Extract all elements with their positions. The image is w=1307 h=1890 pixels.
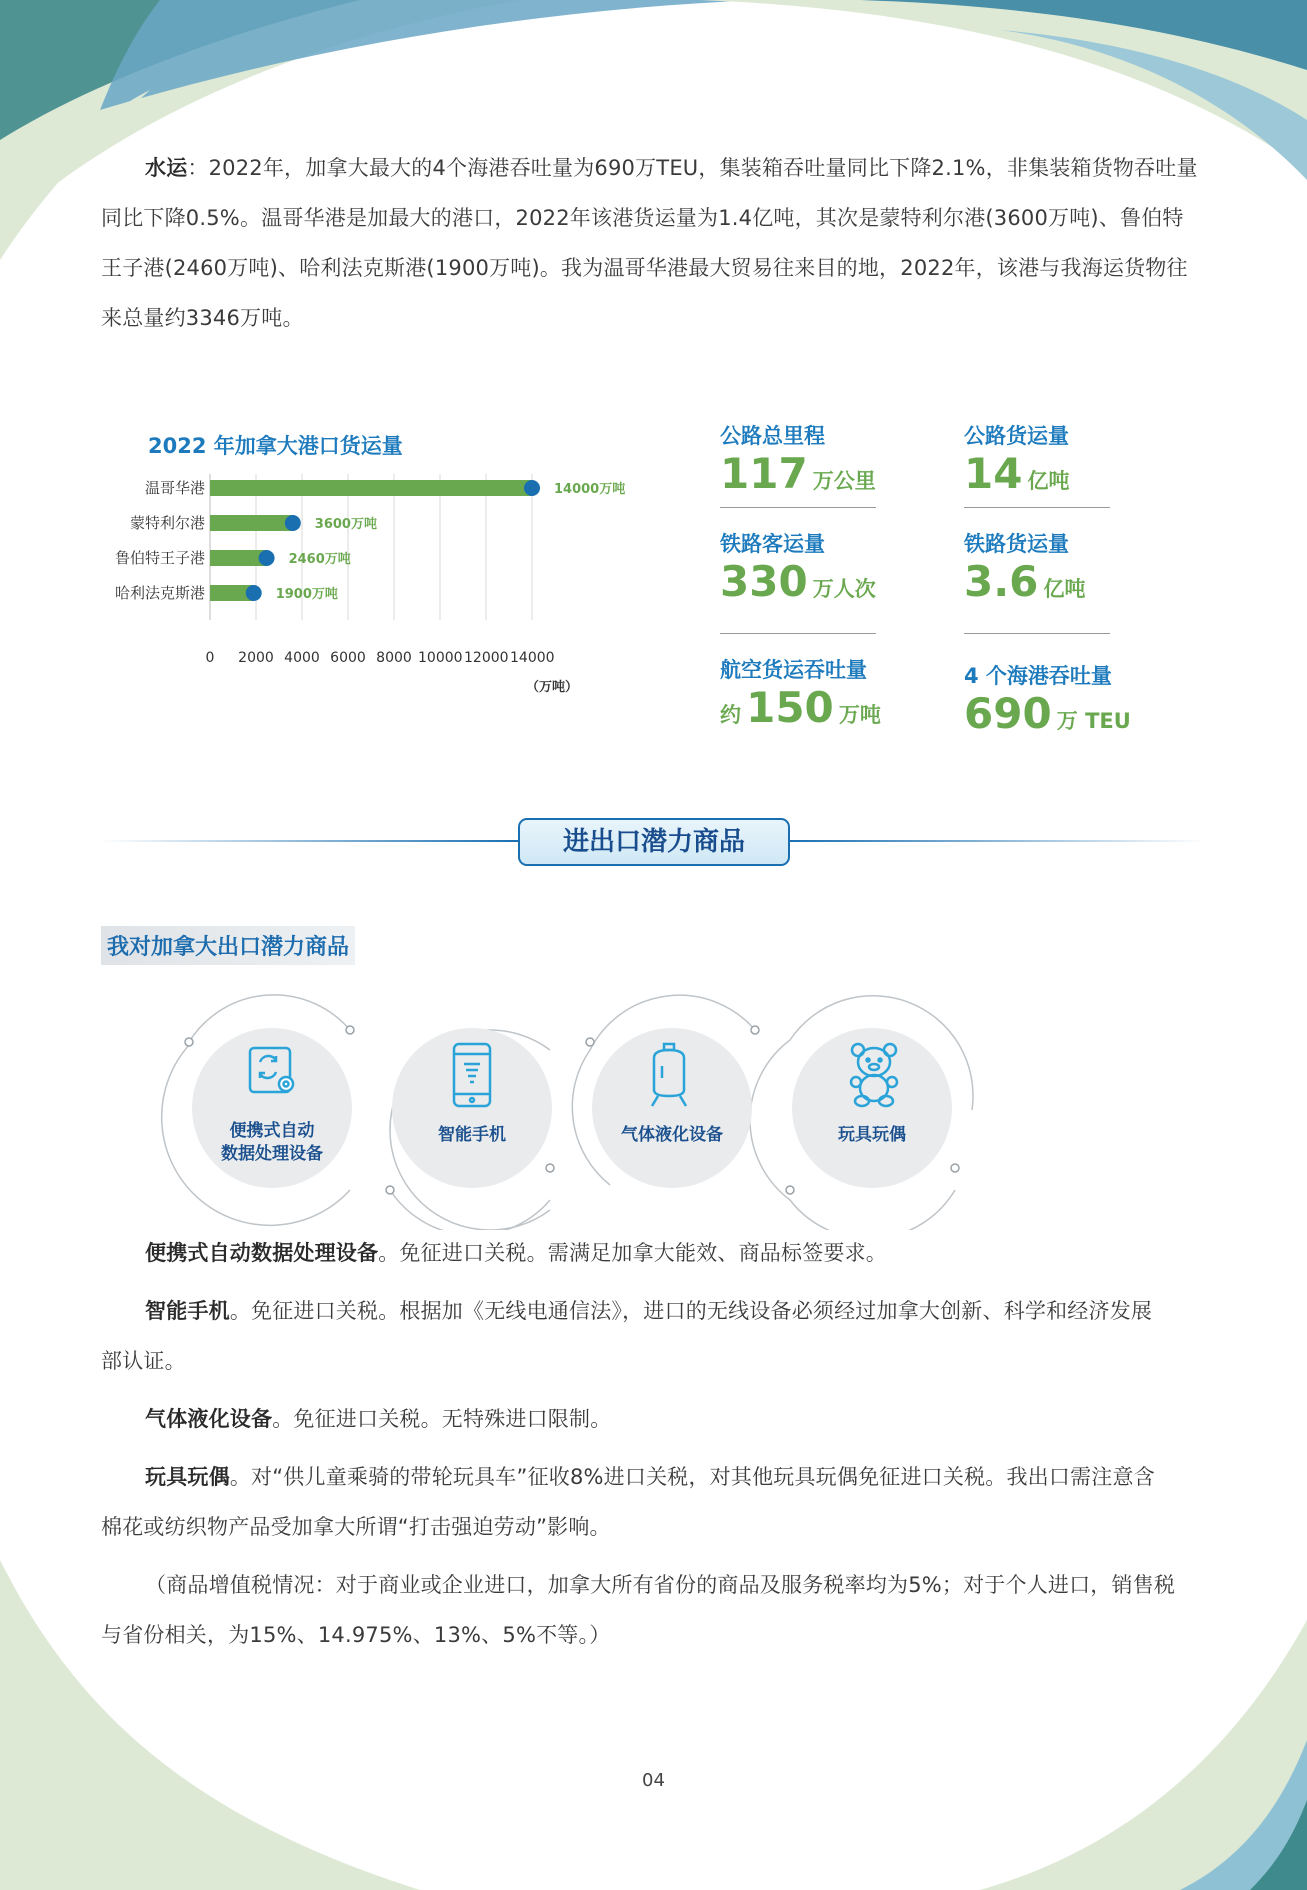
stat-item bbox=[720, 654, 881, 732]
stat-value: 3.6 bbox=[964, 557, 1039, 606]
stat-value: 330 bbox=[720, 557, 808, 606]
product-name bbox=[792, 1124, 952, 1147]
detail-toy-text: 。对“供儿童乘骑的带轮玩具车”征收8%进口关税，对其他玩具玩偶免征进口关税。我出口需注意含 bbox=[229, 1465, 1155, 1489]
detail-phone bbox=[101, 1286, 1209, 1336]
section-line-left bbox=[100, 840, 520, 842]
stat-label: 公路总里程 bbox=[720, 424, 825, 448]
detail-gas bbox=[101, 1394, 1209, 1444]
stat-unit: 万公里 bbox=[812, 469, 876, 493]
product-name-line1: 便携式自动 bbox=[229, 1121, 315, 1141]
detail-phone-cont: 部认证。 bbox=[101, 1349, 186, 1373]
stat-item bbox=[964, 420, 1070, 498]
stat-value: 117 bbox=[720, 449, 808, 498]
x-tick-label: 10000 bbox=[418, 650, 463, 666]
stat-unit: 万吨 bbox=[838, 703, 881, 727]
subsection-title: 我对加拿大出口潜力商品 bbox=[101, 926, 355, 965]
stat-unit: 亿吨 bbox=[1027, 469, 1070, 493]
gas-tank-icon bbox=[644, 1042, 694, 1112]
bar-marker bbox=[524, 480, 540, 496]
x-tick-label: 12000 bbox=[464, 650, 509, 666]
product-details bbox=[101, 1228, 1209, 1660]
stat-divider bbox=[964, 507, 1110, 508]
data-label: 3600万吨 bbox=[314, 517, 377, 532]
detail-toy-title: 玩具玩偶 bbox=[145, 1465, 230, 1489]
stat-item bbox=[720, 528, 876, 606]
data-label: 2460万吨 bbox=[288, 552, 351, 567]
bar bbox=[210, 480, 532, 496]
x-tick-label: 2000 bbox=[238, 650, 274, 666]
product-name-line1: 气体液化设备 bbox=[621, 1125, 723, 1145]
detail-vat-cont: 与省份相关，为15%、14.975%、13%、5%不等。） bbox=[101, 1623, 611, 1647]
water-line-1 bbox=[101, 143, 1209, 193]
water-heading: 水运 bbox=[145, 156, 188, 180]
water-line-3: 王子港(2460万吨)、哈利法克斯港(1900万吨)。我为温哥华港最大贸易往来目的地，2022年，该港与我海运货物往 bbox=[101, 256, 1188, 280]
stat-value-row bbox=[720, 450, 876, 498]
stat-label: 航空货运吞吐量 bbox=[720, 658, 867, 682]
detail-phone-title: 智能手机 bbox=[145, 1299, 230, 1323]
stat-item bbox=[964, 660, 1131, 738]
detail-vat-text: （商品增值税情况：对于商业或企业进口，加拿大所有省份的商品及服务税率均为5%；对于个人进口，销售税 bbox=[145, 1573, 1176, 1597]
bar-marker bbox=[285, 515, 301, 531]
stat-item bbox=[720, 420, 876, 498]
stat-divider bbox=[720, 507, 876, 508]
bar-marker bbox=[259, 550, 275, 566]
detail-toy bbox=[101, 1452, 1209, 1502]
detail-gas-text: 。免征进口关税。无特殊进口限制。 bbox=[272, 1407, 612, 1431]
detail-phone-text: 。免征进口关税。根据加《无线电通信法》，进口的无线设备必须经过加拿大创新、科学和经济发展 bbox=[229, 1299, 1153, 1323]
section-title: 进出口潜力商品 bbox=[518, 818, 790, 866]
page-number: 04 bbox=[642, 1770, 665, 1791]
detail-laptop-text: 。免征进口关税。需满足加拿大能效、商品标签要求。 bbox=[378, 1241, 888, 1265]
detail-laptop-title: 便携式自动数据处理设备 bbox=[145, 1241, 379, 1265]
stat-value: 690 bbox=[964, 689, 1052, 738]
stat-value-row bbox=[720, 684, 881, 732]
stat-value-row bbox=[964, 558, 1086, 606]
bar-marker bbox=[246, 585, 262, 601]
product-name bbox=[592, 1124, 752, 1147]
stat-unit: 亿吨 bbox=[1043, 577, 1086, 601]
stat-label: 4 个海港吞吐量 bbox=[964, 664, 1112, 688]
water-text-1: ：2022年，加拿大最大的4个海港吞吐量为690万TEU，集装箱吞吐量同比下降2.1%，非集装箱货物吞吐量 bbox=[187, 156, 1198, 180]
x-tick-label: 4000 bbox=[284, 650, 320, 666]
x-tick-label: 0 bbox=[205, 650, 215, 666]
detail-toy-cont: 棉花或纺织物产品受加拿大所谓“打击强迫劳动”影响。 bbox=[101, 1515, 611, 1539]
teddy-bear-icon bbox=[844, 1042, 904, 1112]
detail-vat bbox=[101, 1560, 1209, 1610]
detail-laptop bbox=[101, 1228, 1209, 1278]
stat-divider bbox=[964, 633, 1110, 634]
stat-label: 铁路货运量 bbox=[964, 532, 1069, 556]
bar bbox=[210, 550, 267, 566]
water-line-4: 来总量约3346万吨。 bbox=[101, 306, 304, 330]
water-line-2: 同比下降0.5%。温哥华港是加最大的港口，2022年该港货运量为1.4亿吨，其次是蒙特利尔港(3600万吨)、鲁伯特 bbox=[101, 206, 1184, 230]
category-label: 温哥华港 bbox=[144, 479, 205, 497]
data-label: 14000万吨 bbox=[554, 482, 626, 497]
stat-value-row bbox=[964, 450, 1070, 498]
detail-gas-title: 气体液化设备 bbox=[145, 1407, 273, 1431]
category-label: 哈利法克斯港 bbox=[114, 584, 205, 602]
x-unit-label: （万吨） bbox=[526, 680, 579, 695]
smartphone-icon bbox=[444, 1042, 500, 1112]
laptop-sync-icon bbox=[244, 1042, 300, 1102]
chart-title: 2022 年加拿大港口货运量 bbox=[148, 434, 403, 458]
x-tick-label: 14000 bbox=[510, 650, 555, 666]
category-label: 鲁伯特王子港 bbox=[114, 549, 205, 567]
product-name-line2: 数据处理设备 bbox=[221, 1144, 323, 1164]
stat-value-row bbox=[720, 558, 876, 606]
section-line-right bbox=[786, 840, 1206, 842]
x-tick-label: 6000 bbox=[330, 650, 366, 666]
stat-label: 铁路客运量 bbox=[720, 532, 825, 556]
data-label: 1900万吨 bbox=[275, 587, 338, 602]
stat-unit: 万人次 bbox=[812, 577, 876, 601]
water-transport-paragraph bbox=[101, 143, 1209, 343]
product-name-line1: 智能手机 bbox=[438, 1125, 506, 1145]
stat-unit: 万 TEU bbox=[1056, 709, 1131, 733]
x-tick-label: 8000 bbox=[376, 650, 412, 666]
stat-divider bbox=[720, 633, 876, 634]
stat-prefix: 约 bbox=[720, 703, 741, 727]
stat-value: 150 bbox=[746, 683, 834, 732]
product-name bbox=[192, 1120, 352, 1166]
stat-value: 14 bbox=[964, 449, 1023, 498]
stat-item bbox=[964, 528, 1086, 606]
stat-value-row bbox=[964, 690, 1131, 738]
category-label: 蒙特利尔港 bbox=[129, 514, 205, 532]
stat-label: 公路货运量 bbox=[964, 424, 1069, 448]
bar bbox=[210, 515, 293, 531]
product-name-line1: 玩具玩偶 bbox=[838, 1125, 906, 1145]
product-name bbox=[392, 1124, 552, 1147]
